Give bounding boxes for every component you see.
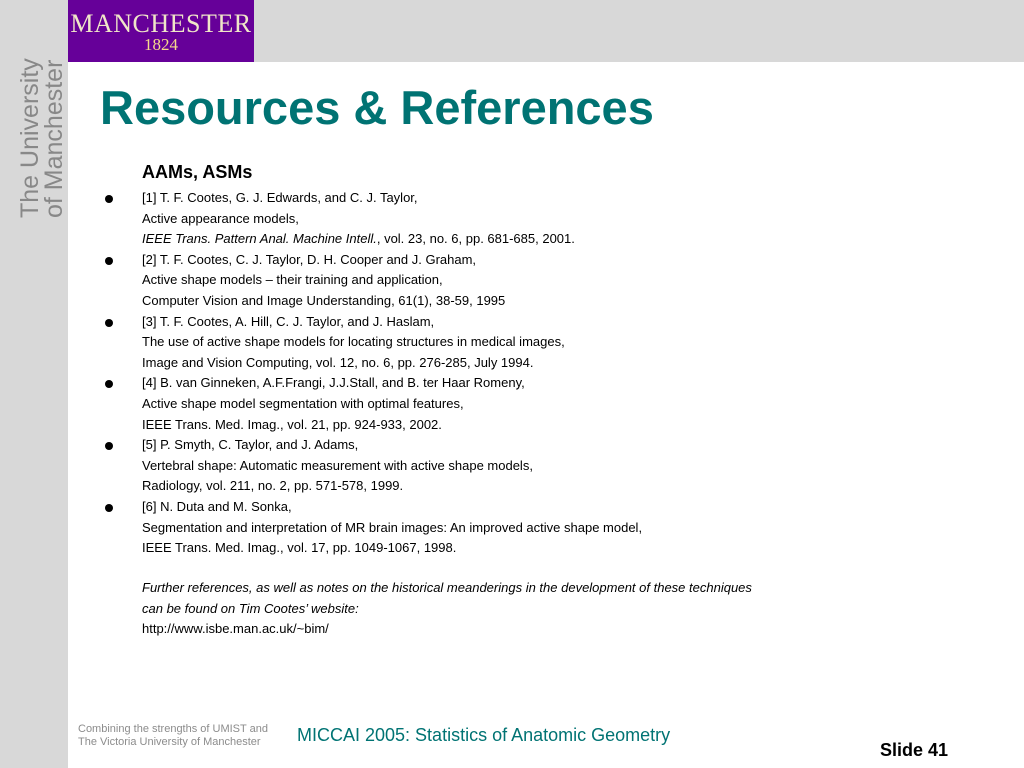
reference-venue: IEEE Trans. Med. Imag., vol. 21, pp. 924-933, 2002. [142, 416, 442, 432]
further-text-italic1: Further references, as well as notes on the historical meanderings in the development of these techniques [142, 580, 752, 595]
slide-title: Resources & References [100, 81, 654, 134]
bullet-icon [105, 380, 113, 388]
citation-text: [5] P. Smyth, C. Taylor, and J. Adams, [142, 437, 359, 453]
reference-citation [100, 497, 980, 518]
venue-rest: , vol. 23, no. 6, pp. 681-685, 2001. [376, 231, 575, 247]
university-label-line2: of Manchester [40, 59, 68, 218]
citation-text: [3] T. F. Cootes, A. Hill, C. J. Taylor, and J. Haslam, [142, 313, 435, 329]
further-text-line2 [142, 599, 942, 620]
logo-name: MANCHESTER [70, 9, 252, 38]
reference-citation [100, 312, 980, 333]
reference-title: Active shape model segmentation with optimal features, [142, 395, 464, 411]
footer-left-line2: The Victoria University of Manchester [78, 736, 261, 748]
slide-number: Slide 41 [880, 740, 949, 760]
reference-venue: Computer Vision and Image Understanding, 61(1), 38-59, 1995 [142, 292, 506, 308]
bullet-icon [105, 257, 113, 265]
further-text-line1 [142, 578, 942, 599]
bullet-icon [105, 504, 113, 512]
reference-venue: Radiology, vol. 211, no. 2, pp. 571-578, 1999. [142, 478, 404, 494]
reference-citation [100, 435, 980, 456]
footer-left-line1: Combining the strengths of UMIST and [78, 723, 268, 735]
reference-list [100, 188, 980, 559]
section-heading: AAMs, ASMs [142, 162, 253, 182]
reference-venue: Image and Vision Computing, vol. 12, no. 6, pp. 276-285, July 1994. [142, 354, 534, 370]
bullet-icon [105, 195, 113, 203]
further-references [142, 578, 942, 640]
reference-venue: IEEE Trans. Med. Imag., vol. 17, pp. 1049-1067, 1998. [142, 540, 457, 556]
reference-title: Active shape models – their training and application, [142, 272, 443, 288]
university-label-line1: The University [16, 58, 44, 218]
bullet-icon [105, 319, 113, 327]
reference-citation [100, 373, 980, 394]
website-link[interactable]: http://www.isbe.man.ac.uk/~bim/ [142, 621, 329, 637]
further-text-italic2: can be found on Tim Cootes’ website: [142, 600, 359, 616]
footer-event-title: MICCAI 2005: Statistics of Anatomic Geometry [297, 725, 671, 745]
reference-title: The use of active shape models for locating structures in medical images, [142, 334, 565, 350]
citation-text: [6] N. Duta and M. Sonka, [142, 498, 292, 514]
reference-title: Vertebral shape: Automatic measurement with active shape models, [142, 457, 533, 473]
reference-citation [100, 188, 980, 209]
reference-citation [100, 250, 980, 271]
footer-institution [78, 723, 268, 749]
reference-title: Active appearance models, [142, 210, 299, 226]
reference-venue [100, 229, 980, 250]
manchester-logo [68, 0, 254, 62]
citation-text: [2] T. F. Cootes, C. J. Taylor, D. H. Cooper and J. Graham, [142, 251, 477, 267]
logo-year: 1824 [144, 35, 178, 54]
citation-text: [4] B. van Ginneken, A.F.Frangi, J.J.Stall, and B. ter Haar Romeny, [142, 375, 525, 391]
university-vertical-label [18, 58, 66, 218]
reference-title: Segmentation and interpretation of MR brain images: An improved active shape model, [142, 519, 643, 535]
venue-italic: IEEE Trans. Pattern Anal. Machine Intell. [142, 231, 377, 247]
bullet-icon [105, 442, 113, 450]
citation-text: [1] T. F. Cootes, G. J. Edwards, and C. J. Taylor, [142, 190, 418, 205]
